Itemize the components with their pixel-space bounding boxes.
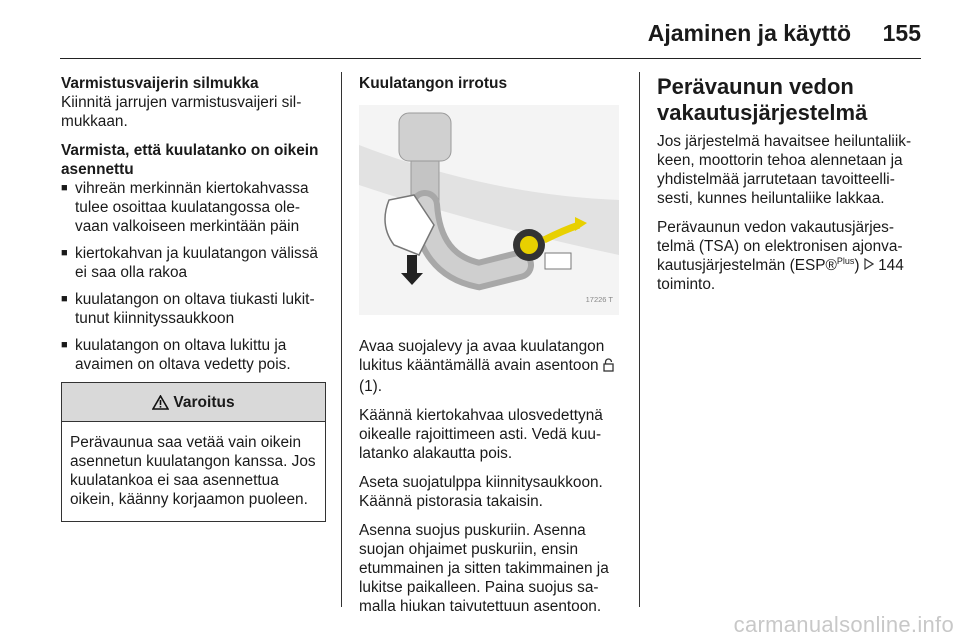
page-number: 155	[882, 20, 921, 46]
paragraph: Perävaunun vedon vakautusjärjestelmä (TSA) on elektronisen ajonvakautusjärjestelmän (ESP®$^{Plus}$) 144 toiminto.	[657, 219, 904, 293]
page-reference[interactable]: 144	[878, 257, 904, 274]
column-middle	[359, 74, 624, 626]
checklist	[61, 179, 326, 374]
image-code: 17226 T	[585, 295, 613, 304]
watermark: carmanualsonline.info	[733, 612, 954, 637]
warning-header	[62, 383, 325, 422]
column-left	[61, 74, 326, 522]
page-header	[60, 14, 921, 59]
towbar-illustration	[359, 105, 619, 315]
bullet-icon: ■	[61, 293, 68, 305]
superscript: Plus	[836, 255, 855, 266]
column-divider	[639, 72, 640, 607]
bullet-icon: ■	[61, 182, 68, 194]
section-heading: Kuulatangon irrotus	[359, 75, 508, 92]
paragraph: Jos järjestelmä havaitsee heiluntaliikkeen, moottorin tehoa alennetaan ja yhdistelmää jarrutetaan tavoitteellisesti, kunnes heiluntaliike lakkaa.	[657, 133, 912, 207]
list-item: ■ kiertokahvan ja kuulatangon välissä ei saa olla rakoa	[61, 245, 318, 281]
towbar-drawing	[359, 105, 619, 315]
paragraph: Kiinnitä jarrujen varmistusvaijeri silmukkaan.	[61, 94, 302, 130]
chapter-title: Ajaminen ja käyttö	[647, 20, 851, 46]
section-heading: Perävaunun vedon vakautusjärjestelmä	[657, 74, 868, 125]
list-item: ■ kuulatangon on oltava tiukasti lukittunut kiinnityssaukkoon	[61, 291, 315, 327]
bullet-icon: ■	[61, 247, 68, 259]
paragraph: Avaa suojalevy ja avaa kuulatangon lukitus kääntämällä avain asentoon (1).	[359, 337, 624, 396]
paragraph: Aseta suojatulppa kiinnitysaukkoon. Käännä pistorasia takaisin.	[359, 474, 603, 510]
warning-title: Varoitus	[173, 393, 235, 411]
warning-text: Perävaunua saa vetää vain oikein asennetun kuulatangon kanssa. Jos kuulatankoa ei saa asennettua oikein, käänny korjaamon puoleen.	[70, 434, 316, 508]
page-reference-icon	[864, 257, 878, 274]
lock-icon	[603, 358, 614, 377]
column-divider	[341, 72, 342, 607]
section-heading: Varmistusvaijerin silmukka	[61, 75, 259, 92]
list-item: ■ kuulatangon on oltava lukittu ja avaimen on oltava vedetty pois.	[61, 337, 291, 373]
paragraph: Käännä kiertokahvaa ulosvedettynä oikealle rajoittimeen asti. Vedä kuulatanko alakautta pois.	[359, 407, 603, 462]
bullet-icon: ■	[61, 339, 68, 351]
warning-box	[61, 382, 326, 522]
column-right	[657, 74, 925, 304]
paragraph: Asenna suojus puskuriin. Asenna suojan ohjaimet puskuriin, ensin etummainen ja sitten takimmainen ja lukitse paikalleen. Paina suojus samalla hiukan taivutettuun asentoon.	[359, 522, 609, 615]
section-heading: Varmista, että kuulatanko on oikein asennettu	[61, 142, 319, 178]
list-item: ■ vihreän merkinnän kiertokahvassa tulee osoittaa kuulatangossa olevaan valkoiseen merkintään päin	[61, 180, 309, 235]
warning-triangle-icon	[152, 395, 169, 410]
